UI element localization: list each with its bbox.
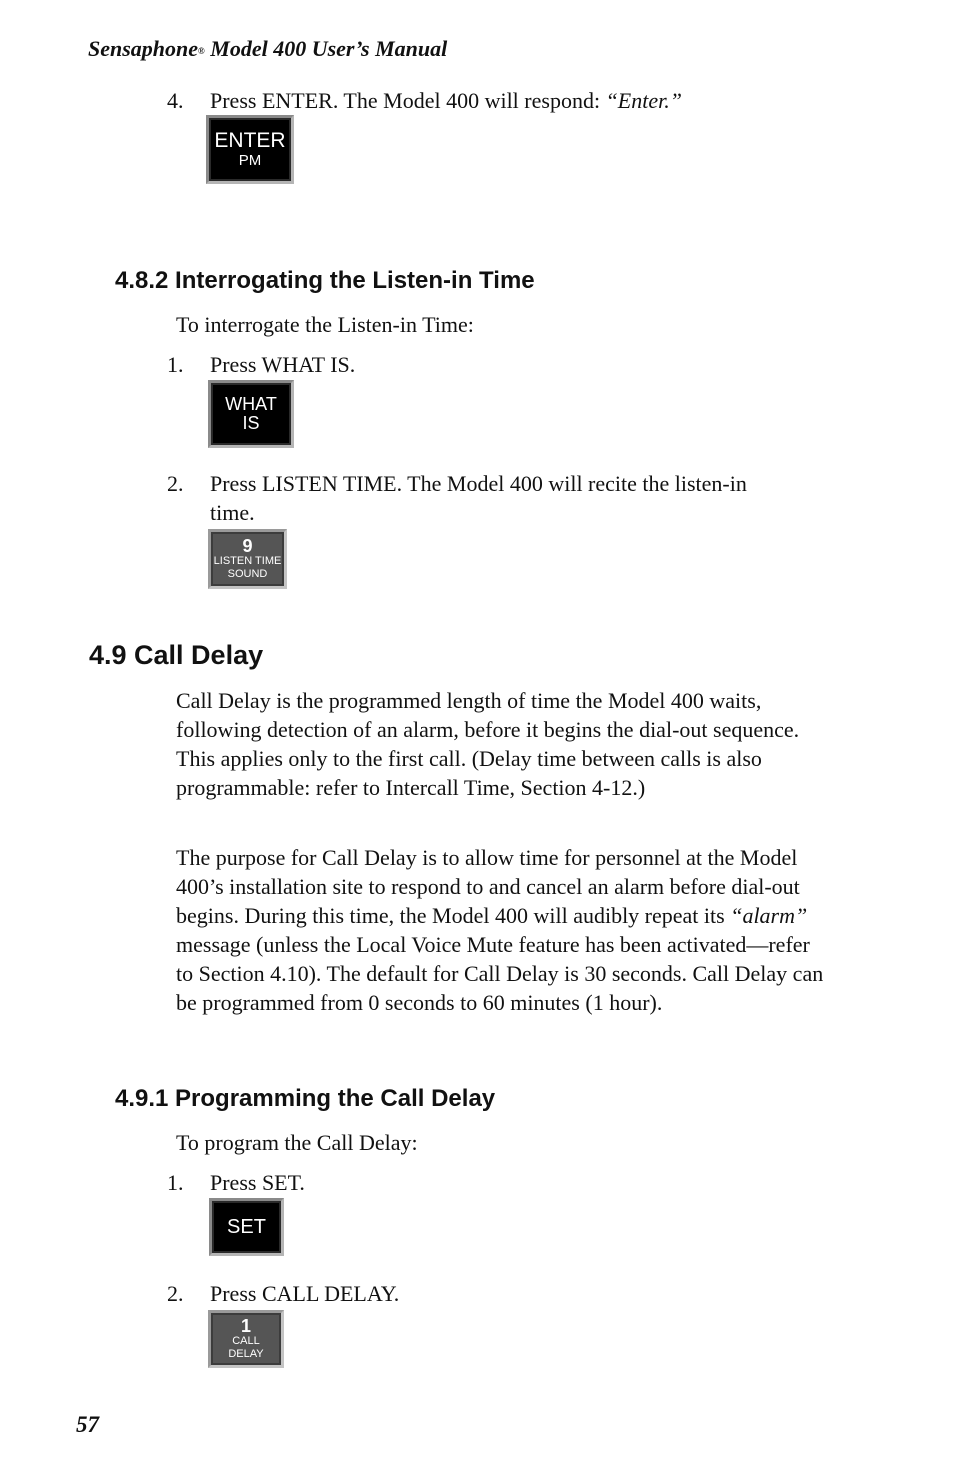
step-number: 2.	[167, 471, 184, 496]
step-text: Press LISTEN TIME. The Model 400 will recite the listen-in time.	[210, 471, 747, 525]
set-key-image: SET	[209, 1198, 284, 1256]
enter-key-image: ENTER PM	[206, 115, 294, 184]
heading-4-9: 4.9 Call Delay	[89, 640, 264, 670]
page-header	[88, 36, 447, 62]
what-is-key-image: WHAT IS	[208, 380, 294, 448]
step-number: 1.	[167, 1170, 184, 1195]
listen-time-key-image: 9 LISTEN TIME SOUND	[208, 529, 287, 589]
header-title: Model 400 User’s Manual	[204, 36, 448, 61]
intro-4-8-2: To interrogate the Listen-in Time:	[176, 312, 474, 337]
step-text: Press ENTER. The Model 400 will respond: “Enter.”	[210, 88, 682, 113]
paragraph-call-delay-definition: Call Delay is the programmed length of time the Model 400 waits, following detection of an alarm, before it begins the dial-out sequence. This applies only to the first call. (Delay time between calls is also programmable: refer to Intercall Time, Section 4-12.)	[176, 688, 800, 800]
intro-4-9-1: To program the Call Delay:	[176, 1130, 418, 1155]
quote-enter: “Enter.”	[605, 88, 682, 113]
step-number: 4.	[167, 88, 184, 113]
step-text: Press WHAT IS.	[210, 352, 356, 377]
paragraph-call-delay-purpose: The purpose for Call Delay is to allow time for personnel at the Model 400’s installation site to respond to and cancel an alarm before dial-out begins. During this time, the Model 400 will audibly repeat its “alarm” message (unless the Local Voice Mute feature has been activated—refer to Section 4.10). The default for Call Delay is 30 seconds. Call Delay can be programmed from 0 seconds to 60 minutes (1 hour).	[176, 845, 824, 1015]
page-number: 57	[76, 1412, 99, 1437]
registered-mark: ®	[198, 45, 205, 56]
step-text: Press CALL DELAY.	[210, 1281, 400, 1306]
call-delay-key-image: 1 CALL DELAY	[208, 1310, 284, 1368]
step-number: 2.	[167, 1281, 184, 1306]
header-brand: Sensaphone	[88, 36, 199, 61]
heading-4-8-2: 4.8.2 Interrogating the Listen-in Time	[115, 267, 535, 294]
step-text: Press SET.	[210, 1170, 305, 1195]
step-number: 1.	[167, 352, 184, 377]
heading-4-9-1: 4.9.1 Programming the Call Delay	[115, 1085, 496, 1112]
